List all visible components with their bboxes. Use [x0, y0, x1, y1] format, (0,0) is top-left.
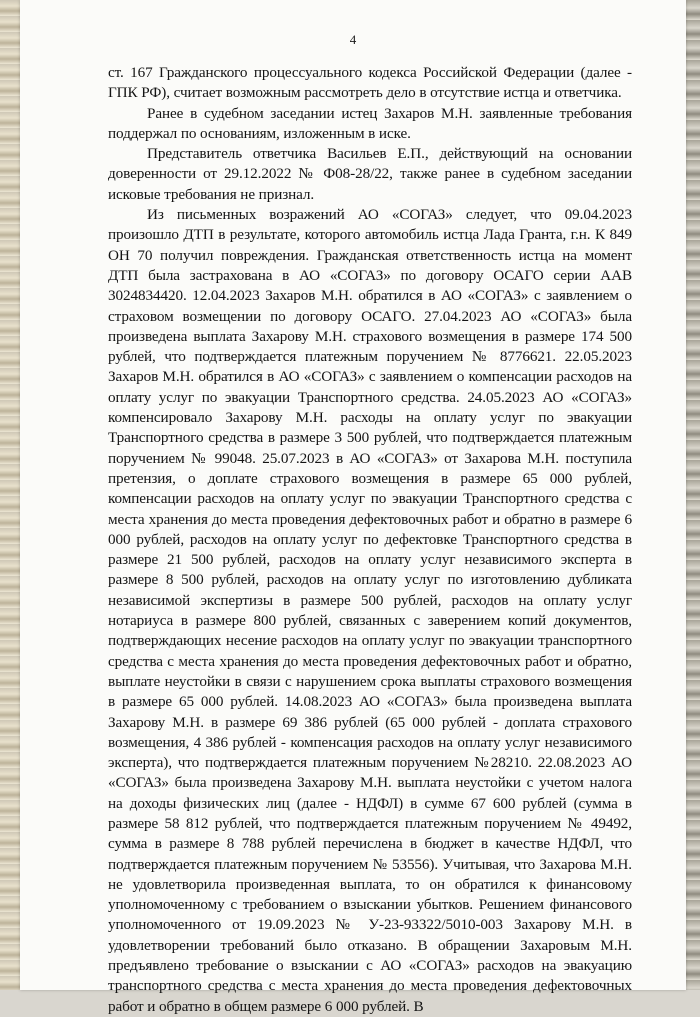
- page-number: 4: [349, 32, 357, 47]
- paragraph-defendant-representative: Представитель ответчика Васильев Е.П., действующий на основании доверенности от 29.12.2022 № Ф08-28/22, также ранее в судебном заседании исковые требования не признал.: [108, 145, 632, 203]
- document-page: [20, 0, 686, 1015]
- paragraph-plaintiff-position: Ранее в судебном заседании истец Захаров М.Н. заявленные требования поддержал по основаниям, изложенным в иске.: [108, 104, 632, 142]
- document-body: [108, 63, 632, 1017]
- paragraph-continuation: ст. 167 Гражданского процессуального кодекса Российской Федерации (далее - ГПК РФ), считает возможным рассмотреть дело в отсутствие истца и ответчика.: [108, 64, 632, 102]
- scan-right-edge: [684, 0, 700, 990]
- scan-left-edge: [0, 0, 22, 990]
- paragraph-written-objections: Из письменных возражений АО «СОГАЗ» следует, что 09.04.2023 произошло ДТП в результате, которого автомобиль истца Лада Гранта, г.н. К 849 ОН 70 получил повреждения. Гражданская ответственность истца на момент ДТП была застрахована в АО «СОГАЗ» по договору ОСАГО серии ААВ 3024834420. 12.04.2023 Захаров М.Н. обратился в АО «СОГАЗ» с заявлением о страховом возмещении по договору ОСАГО. 27.04.2023 АО «СОГАЗ» была произведена выплата Захарову М.Н. страхового возмещения в размере 174 500 рублей, что подтверждается платежным поручением № 8776621. 22.05.2023 Захаров М.Н. обратился в АО «СОГАЗ» с заявлением о компенсации расходов на оплату услуг по эвакуации Транспортного средства. 24.05.2023 АО «СОГАЗ» компенсировало Захарову М.Н. расходы на оплату услуг по эвакуации Транспортного средства в размере 3 500 рублей, что подтверждается платежным поручением № 99048. 25.07.2023 в АО «СОГАЗ» от Захарова М.Н. поступила претензия, о доплате страхового возмещения в размере 65 000 рублей, компенсации расходов на оплату услуг по эвакуации Транспортного средства с места хранения до места проведения дефектовочных работ и обратно в размере 6 000 рублей, расходов на оплату услуг по дефектовке Транспортного средства в размере 21 500 рублей, расходов на оплату услуг независимого эксперта в размере 8 500 рублей, расходов на оплату услуг по изготовлению дубликата независимой экспертизы в размере 500 рублей, расходов на оплату услуг нотариуса в размере 800 рублей, связанных с заверением копий документов, подтверждающих несение расходов на оплату услуг по эвакуации транспортного средства с места хранения до места проведения дефектовочных работ и обратно, выплате неустойки в связи с нарушением срока выплаты страхового возмещения в размере 65 000 рублей. 14.08.2023 АО «СОГАЗ» была произведена выплата Захарову М.Н. в размере 69 386 рублей (65 000 рублей - доплата страхового возмещения, 4 386 рублей - компенсация расходов на оплату услуг независимого эксперта), что подтверждается платежным поручением №28210. 22.08.2023 АО «СОГАЗ» была произведена Захарову М.Н. выплата неустойки с учетом налога на доходы физических лиц (далее - НДФЛ) в сумме 67 600 рублей (сумма в размере 58 812 рублей, что подтверждается платежным поручением № 49492, сумма в размере 8 788 рублей перечислена в бюджет в качестве НДФЛ, что подтверждается платежным поручением № 53556). Учитывая, что Захарова М.Н. не удовлетворила произведенная выплата, то он обратился к финансовому уполномоченному с требованием о взыскании убытков. Решением финансового уполномоченного от 19.09.2023 № У-23-93322/5010-003 Захарову М.Н. в удовлетворении требований было отказано. В обращении Захаровым М.Н. предъявлено требование о взыскании с АО «СОГАЗ» расходов на эвакуацию транспортного средства с места хранения до места проведения дефектовочных работ и обратно в общем размере 6 000 рублей. В: [108, 206, 632, 1015]
